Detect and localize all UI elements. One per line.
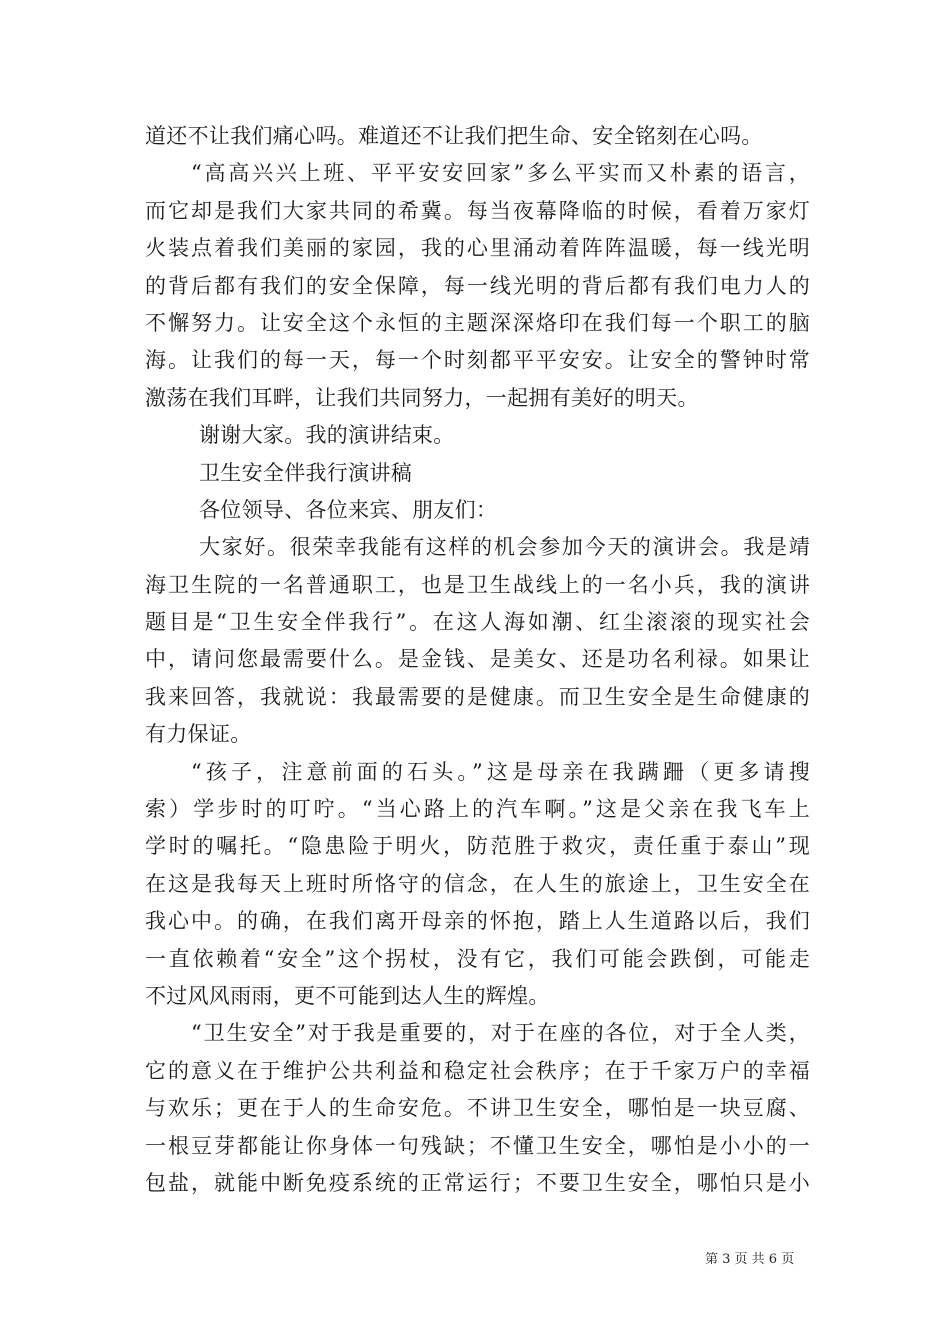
text-line: 我来回答，我就说：我最需要的是健康。而卫生安全是生命健康的 bbox=[145, 684, 810, 709]
text-line: 火装点着我们美丽的家园，我的心里涌动着阵阵温暖，每一线光明 bbox=[145, 236, 810, 261]
text-line: 我心中。的确，在我们离开母亲的怀抱，踏上人生道路以后，我们 bbox=[145, 909, 810, 934]
text-line: 有力保证。 bbox=[145, 722, 252, 747]
text-line: 的背后都有我们的安全保障，每一线光明的背后都有我们电力人的 bbox=[145, 273, 810, 298]
text-line: 卫生安全伴我行演讲稿 bbox=[199, 460, 412, 485]
text-line: “高高兴兴上班、平平安安回家”多么平实而又朴素的语言， bbox=[191, 161, 810, 186]
text-line: 索）学步时的叮咛。“当心路上的汽车啊。”这是父亲在我飞车上 bbox=[145, 797, 810, 822]
text-line: 它的意义在于维护公共利益和稳定社会秩序；在于千家万户的幸福 bbox=[145, 1058, 810, 1083]
text-line: 一直依赖着“安全”这个拐杖，没有它，我们可能会跌倒，可能走 bbox=[145, 946, 810, 971]
text-line: “卫生安全”对于我是重要的，对于在座的各位，对于全人类， bbox=[191, 1021, 810, 1046]
text-line: 一根豆芽都能让你身体一句残缺；不懂卫生安全，哪怕是小小的一 bbox=[145, 1133, 810, 1158]
text-line: 谢谢大家。我的演讲结束。 bbox=[199, 423, 455, 448]
text-line: 与欢乐；更在于人的生命安危。不讲卫生安全，哪怕是一块豆腐、 bbox=[145, 1096, 810, 1121]
text-line: 不懈努力。让安全这个永恒的主题深深烙印在我们每一个职工的脑 bbox=[145, 310, 810, 335]
text-line: 题目是“卫生安全伴我行”。在这人海如潮、红尘滚滚的现实社会 bbox=[145, 610, 810, 635]
text-line: 学时的嘱托。“隐患险于明火，防范胜于救灾，责任重于泰山”现 bbox=[145, 834, 810, 859]
text-line: 各位领导、各位来宾、朋友们： bbox=[199, 497, 498, 522]
page-number: 第 3 页 共 6 页 bbox=[705, 1252, 795, 1267]
text-line: 在这是我每天上班时所恪守的信念，在人生的旅途上，卫生安全在 bbox=[145, 871, 810, 896]
text-line: 激荡在我们耳畔，让我们共同努力，一起拥有美好的明天。 bbox=[145, 385, 699, 410]
text-line: 道还不让我们痛心吗。难道还不让我们把生命、安全铭刻在心吗。 bbox=[145, 124, 763, 148]
text-line: 大家好。很荣幸我能有这样的机会参加今天的演讲会。我是靖 bbox=[199, 535, 810, 560]
text-line: 而它却是我们大家共同的希冀。每当夜幕降临的时候，看着万家灯 bbox=[145, 198, 810, 223]
text-line: 海。让我们的每一天，每一个时刻都平平安安。让安全的警钟时常 bbox=[145, 348, 810, 373]
text-line: 中，请问您最需要什么。是金钱、是美女、还是功名利禄。如果让 bbox=[145, 647, 810, 672]
text-line: 海卫生院的一名普通职工，也是卫生战线上的一名小兵，我的演讲 bbox=[145, 572, 810, 597]
document-body bbox=[145, 118, 810, 1202]
text-line: 不过风风雨雨，更不可能到达人生的辉煌。 bbox=[145, 983, 550, 1008]
text-line: “孩子，注意前面的石头。”这是母亲在我蹒跚（更多请搜 bbox=[191, 759, 810, 784]
text-line: 包盐，就能中断免疫系统的正常运行；不要卫生安全，哪怕只是小 bbox=[145, 1170, 810, 1195]
